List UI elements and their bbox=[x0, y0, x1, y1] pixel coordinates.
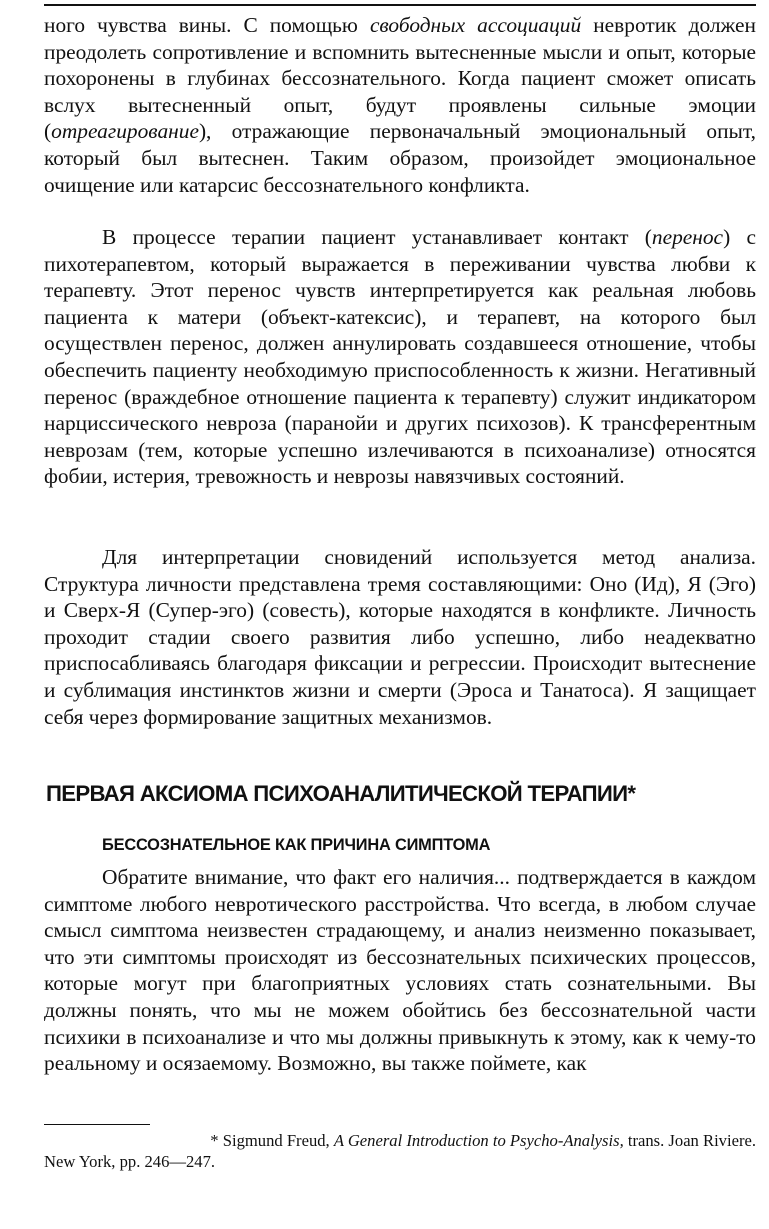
footnote-line-1 bbox=[44, 1130, 756, 1151]
paragraph-1 bbox=[44, 12, 756, 198]
section-heading: ПЕРВАЯ АКСИОМА ПСИХОАНАЛИТИЧЕСКОЙ ТЕРАПИИ* bbox=[46, 781, 636, 806]
text-span: ного чувства вины. С помощью bbox=[44, 13, 370, 37]
text-span: невротик должен преодолеть сопротивление и вспомнить вытесненные мысли и опыт, которые похоронены в глубинах бессознательного. Когда пациент сможет описать вслух вытесненный опыт, будут проявлены сильные эмоции ( bbox=[44, 13, 756, 144]
paragraph-3 bbox=[44, 544, 756, 730]
footnote-title: A General Introduction to Psycho-Analysis, bbox=[333, 1131, 624, 1150]
footnote-suffix: trans. Joan Riviere. bbox=[623, 1131, 756, 1150]
footnote-prefix: * Sigmund Freud, bbox=[210, 1131, 334, 1150]
paragraph-4 bbox=[44, 864, 756, 1077]
text-span: ) с пихотерапевтом, который выражается в переживании чувства любви к терапевту. Этот перенос чувств интерпретируется как реальная любовь пациента к матери (объект-катексис), и терапевт, на которого был осуществлен перенос, должен аннулировать создавшееся отношение, чтобы обеспечить пациенту необходимую приспособленность к жизни. Негативный перенос (враждебное отношение пациента к терапевту) служит индикатором нарциссического невроза (паранойи и других психозов). К трансферентным неврозам (тем, которые успешно излечиваются в психоанализе) относятся фобии, истерия, тревожность и неврозы навязчивых состояний. bbox=[44, 225, 756, 489]
paragraph-2 bbox=[44, 224, 756, 490]
text-span: ), отражающие первоначальный эмоциональный опыт, который был вытеснен. Таким образом, произойдет эмоциональное очищение или катарсис бессознательного конфликта. bbox=[44, 119, 756, 197]
italic-term-transference: перенос bbox=[651, 225, 724, 249]
italic-term-free-associations: свободных ассоциаций bbox=[369, 13, 582, 37]
paragraph-3-text: Для интерпретации сновидений используется метод анализа. Структура личности представлена тремя составляющими: Оно (Ид), Я (Эго) и Сверх-Я (Супер-эго) (совесть), которые находятся в конфликте. Личность проходит стадии своего развития либо успешно, либо неадекватно приспосабливаясь благодаря фиксации и регрессии. Происходит вытеснение и сублимация инстинктов жизни и смерти (Эроса и Танатоса). Я защищает себя через формирование защитных механизмов. bbox=[44, 545, 756, 729]
text-span: В процессе терапии пациент устанавливает контакт ( bbox=[102, 225, 652, 249]
italic-term-abreaction: отреагирование bbox=[51, 119, 199, 144]
subsection-heading: БЕССОЗНАТЕЛЬНОЕ КАК ПРИЧИНА СИМПТОМА bbox=[102, 836, 491, 854]
footnote-line-2: New York, pp. 246—247. bbox=[44, 1152, 216, 1171]
footnote-rule bbox=[44, 1124, 150, 1125]
top-rule bbox=[44, 4, 756, 6]
paragraph-4-text: Обратите внимание, что факт его наличия... подтверждается в каждом симптоме любого невротического расстройства. Что всегда, в любом случае смысл симптома неизвестен страдающему, и анализ неизменно показывает, что эти симптомы происходят из бессознательных психических процессов, которые могут при благоприятных условиях стать сознательными. Вы должны понять, что мы не можем обойтись без бессознательной части психики в психоанализе и что мы должны привыкнуть к этому, как к чему-то реальному и осязаемому. Возможно, вы также поймете, как bbox=[44, 865, 756, 1076]
footnote bbox=[44, 1130, 756, 1172]
book-page bbox=[44, 0, 756, 1229]
